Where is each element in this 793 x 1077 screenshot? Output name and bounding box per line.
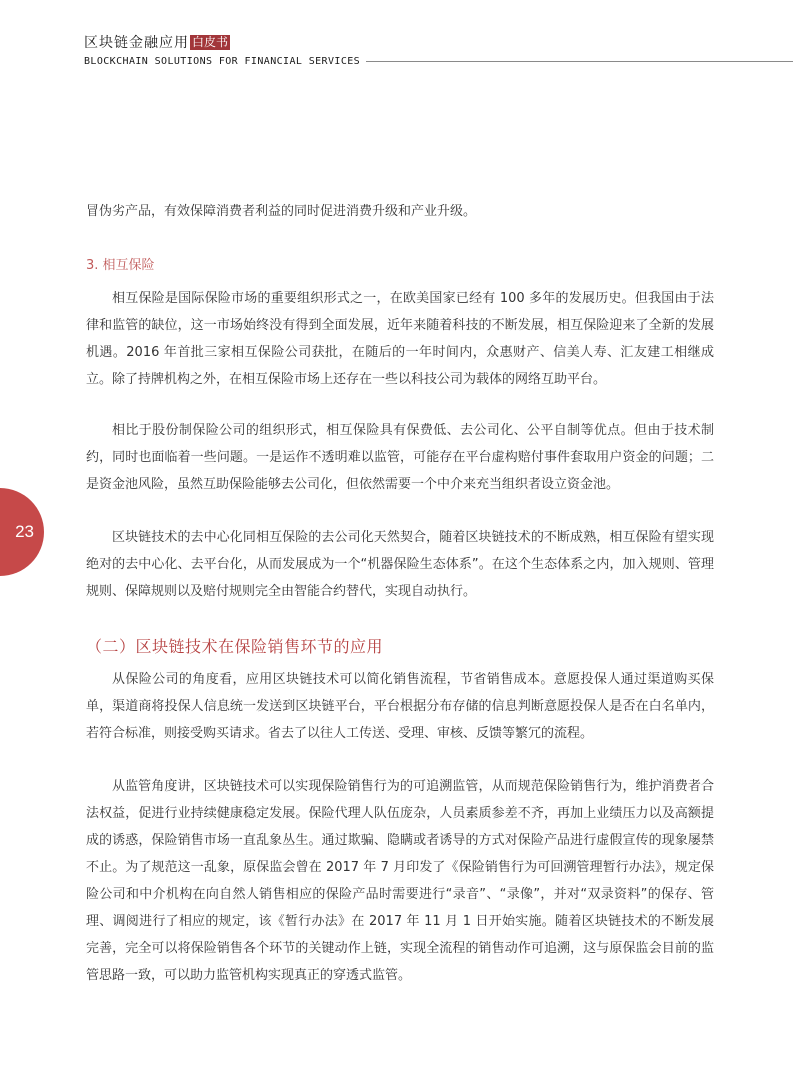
header-subtitle: BLOCKCHAIN SOLUTIONS FOR FINANCIAL SERVICES: [84, 56, 361, 67]
lead-line: 冒伪劣产品，有效保障消费者利益的同时促进消费升级和产业升级。: [86, 204, 477, 219]
paragraph-text: 区块链技术的去中心化同相互保险的去公司化天然契合，随着区块链技术的不断成熟，相互保险有望实现绝对的去中心化、去平台化，从而发展成为一个“机器保险生态体系”。在这个生态体系之内，加入规则、管理规则、保障规则以及赔付规则完全由智能合约替代，实现自动执行。: [86, 530, 714, 599]
paragraph-4: [86, 666, 714, 747]
paragraph-2: [86, 417, 714, 498]
paragraph-1: [86, 285, 714, 393]
header-title-group: [84, 34, 230, 52]
section-heading-sales: （二）区块链技术在保险销售环节的应用: [86, 637, 384, 656]
page-number-tab: [0, 488, 44, 576]
paragraph-text: 从保险公司的角度看，应用区块链技术可以简化销售流程，节省销售成本。意愿投保人通过渠道购买保单，渠道商将投保人信息统一发送到区块链平台，平台根据分布存储的信息判断意愿投保人是否在白名单内，若符合标准，则接受购买请求。省去了以往人工传送、受理、审核、反馈等繁冗的流程。: [86, 672, 714, 741]
header-divider: [366, 61, 793, 62]
header-badge: 白皮书: [192, 35, 229, 49]
page-number: 23: [15, 522, 34, 541]
paragraph-3: [86, 524, 714, 605]
header-title: 区块链金融应用: [84, 35, 189, 51]
paragraph-5: [86, 773, 714, 989]
paragraph-text: 从监管角度讲，区块链技术可以实现保险销售行为的可追溯监管，从而规范保险销售行为，维护消费者合法权益，促进行业持续健康稳定发展。保险代理人队伍庞杂，人员素质参差不齐，再加上业绩压力以及高额提成的诱惑，保险销售市场一直乱象丛生。通过欺骗、隐瞒或者诱导的方式对保险产品进行虚假宣传的现象屡禁不止。为了规范这一乱象，原保监会曾在 2017 年 7 月印发了《保险销售行为可回溯管理暂行办法》，规定保险公司和中介机构在向自然人销售相应的保险产品时需要进行“录音”、“录像”，并对“双录资料”的保存、管理、调阅进行了相应的规定，该《暂行办法》在 2017 年 11 月 1 日开始实施。随着区块链技术的不断发展完善，完全可以将保险销售各个环节的关键动作上链，实现全流程的销售动作可追溯，这与原保监会目前的监管思路一致，可以助力监管机构实现真正的穿透式监管。: [86, 779, 714, 983]
page-header: [84, 34, 793, 74]
lead-paragraph: [86, 198, 714, 225]
paragraph-text: 相互保险是国际保险市场的重要组织形式之一，在欧美国家已经有 100 多年的发展历史。但我国由于法律和监管的缺位，这一市场始终没有得到全面发展，近年来随着科技的不断发展，相互保险迎来了全新的发展机遇。2016 年首批三家相互保险公司获批，在随后的一年时间内，众惠财产、信美人寿、汇友建工相继成立。除了持牌机构之外，在相互保险市场上还存在一些以科技公司为载体的网络互助平台。: [86, 291, 714, 387]
paragraph-text: 相比于股份制保险公司的组织形式，相互保险具有保费低、去公司化、公平自制等优点。但由于技术制约，同时也面临着一些问题。一是运作不透明难以监管，可能存在平台虚构赔付事件套取用户资金的问题；二是资金池风险，虽然互助保险能够去公司化，但依然需要一个中介来充当组织者设立资金池。: [86, 423, 714, 492]
section-heading-mutual-insurance: 3. 相互保险: [86, 258, 155, 273]
